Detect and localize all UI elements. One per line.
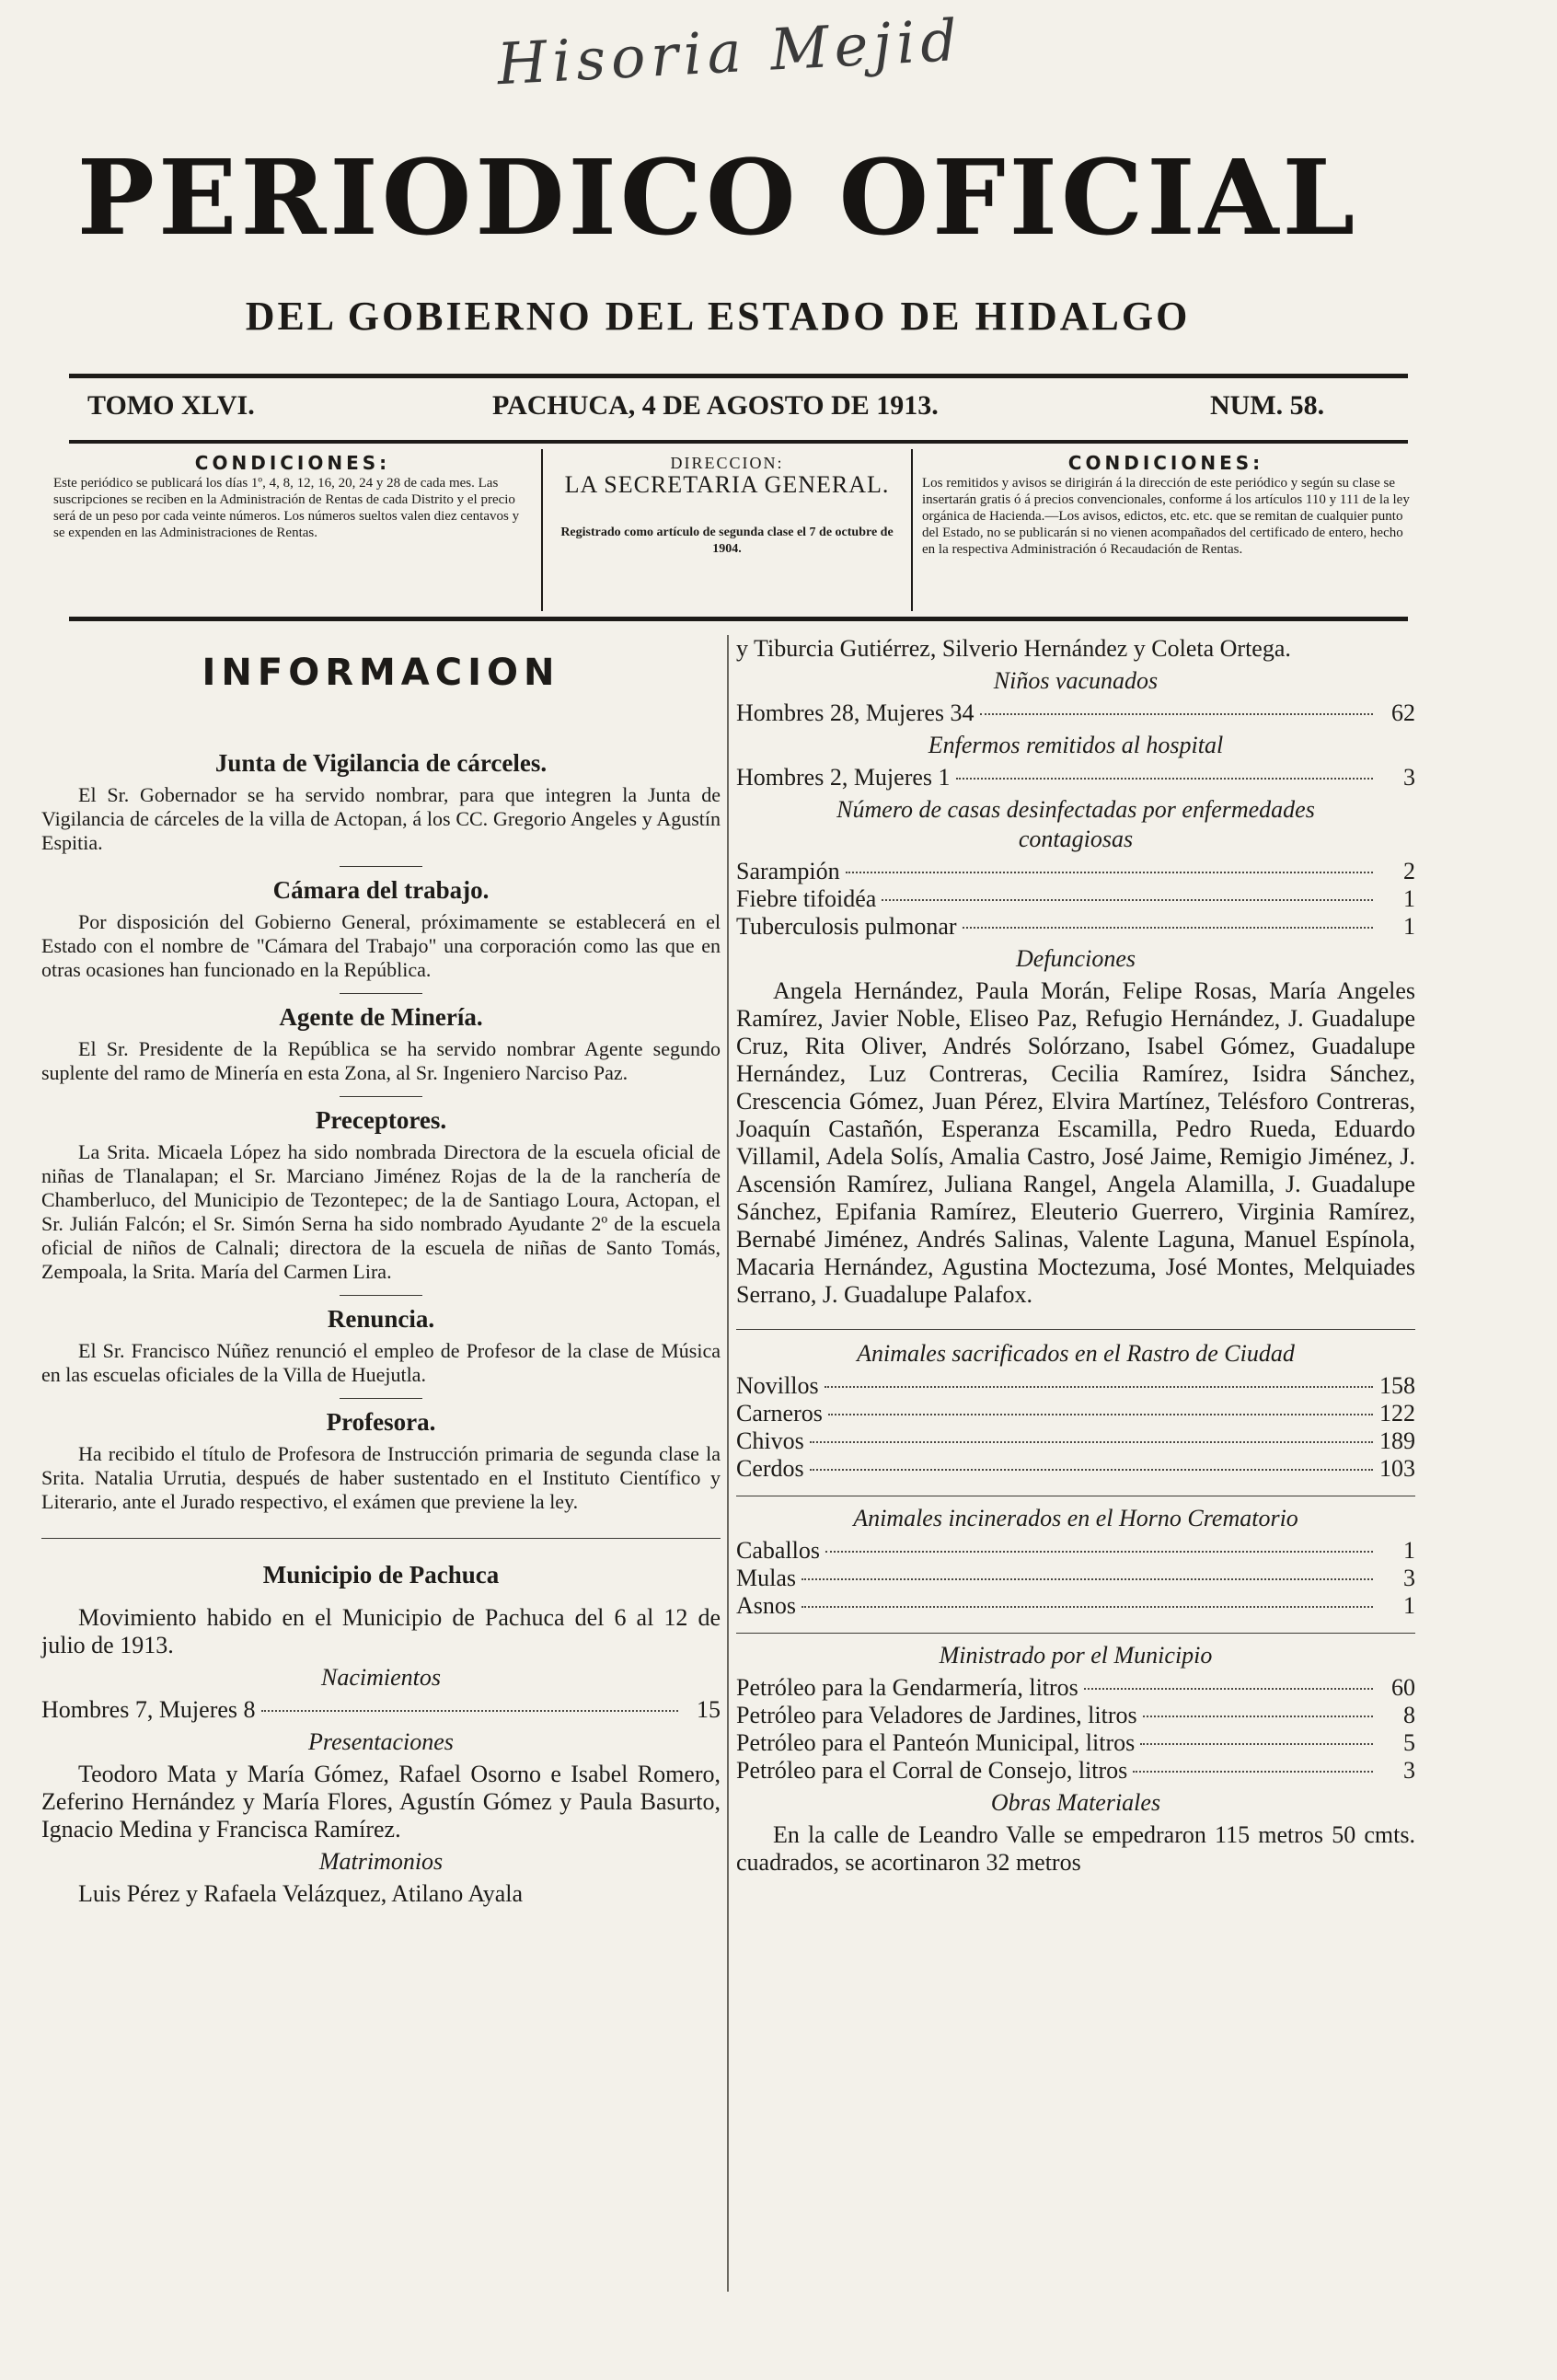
leader-dots xyxy=(810,1469,1373,1471)
section-body: Por disposición del Gobierno General, próximamente se establecerá en el Estado con el nombre de "Cámara del Trabajo" una corporación como las que en otras ocasiones han funcionado en la República. xyxy=(41,910,721,981)
section-divider xyxy=(340,1096,422,1097)
row-label: Petróleo para Veladores de Jardines, litros xyxy=(736,1702,1137,1728)
sacrificados-divider xyxy=(736,1329,1415,1330)
row-label: Fiebre tifoidéa xyxy=(736,885,877,912)
incinerados-row xyxy=(736,1537,1415,1565)
handwritten-note: Hisoria Mejid xyxy=(495,6,964,98)
municipio-title: Municipio de Pachuca xyxy=(262,1561,500,1589)
ministrado-divider xyxy=(736,1633,1415,1634)
row-value: 189 xyxy=(1379,1427,1415,1454)
conditions-left-text: Este periódico se publicará los días 1º, 4, 8, 12, 16, 20, 24 y 28 de cada mes. Las suscripciones se reciben en la Administración de Rentas de cada Distrito y el precio será de un peso por cada veinte números. Los números sueltos valen diez centavos y se expenden en las Administraciones de Rentas. xyxy=(53,476,520,540)
leader-dots xyxy=(810,1441,1373,1443)
row-value: 158 xyxy=(1379,1372,1415,1399)
casas-row xyxy=(736,885,1415,913)
row-value: 3 xyxy=(1403,764,1415,791)
row-label: Sarampión xyxy=(736,858,840,884)
right-column xyxy=(736,635,1415,1877)
casas-row xyxy=(736,858,1415,885)
issue-tomo: TOMO XLVI. xyxy=(87,390,255,421)
vacunados-title: Niños vacunados xyxy=(993,667,1159,694)
incinerados-row xyxy=(736,1565,1415,1592)
incinerados-row xyxy=(736,1592,1415,1620)
municipio-divider xyxy=(41,1538,721,1539)
row-value: 3 xyxy=(1403,1757,1415,1784)
conditions-left-heading: CONDICIONES: xyxy=(194,452,391,474)
row-label: Mulas xyxy=(736,1565,796,1591)
matrimonios-continued: y Tiburcia Gutiérrez, Silverio Hernández y Coleta Ortega. xyxy=(736,635,1291,662)
casas-row xyxy=(736,913,1415,941)
leader-dots xyxy=(882,899,1373,901)
row-value: 1 xyxy=(1403,1537,1415,1564)
leader-dots xyxy=(802,1606,1373,1608)
leader-dots xyxy=(828,1414,1373,1415)
header-rule-top xyxy=(69,374,1408,378)
issue-number: NUM. 58. xyxy=(1210,390,1325,421)
section-body: El Sr. Presidente de la República se ha servido nombrar Agente segundo suplente del ramo de Minería en esta Zona, al Sr. Ingeniero Narciso Paz. xyxy=(41,1037,721,1084)
row-label: Novillos xyxy=(736,1372,819,1399)
sacrificados-row xyxy=(736,1427,1415,1455)
section-body: El Sr. Francisco Núñez renunció el empleo de Profesor de la clase de Música en las escuelas oficiales de la Villa de Huejutla. xyxy=(41,1339,721,1386)
leader-dots xyxy=(963,927,1373,929)
row-value: 8 xyxy=(1403,1702,1415,1728)
nacimientos-row xyxy=(41,1696,721,1724)
leader-dots xyxy=(1140,1743,1373,1745)
ministrado-row xyxy=(736,1757,1415,1785)
issue-place-date: PACHUCA, 4 DE AGOSTO DE 1913. xyxy=(492,390,939,421)
row-label: Petróleo para la Gendarmería, litros xyxy=(736,1674,1078,1701)
issue-infobar xyxy=(87,390,1376,436)
ministrado-row xyxy=(736,1729,1415,1757)
section-title: Renuncia. xyxy=(327,1305,435,1333)
matrimonios-title: Matrimonios xyxy=(318,1848,444,1875)
sacrificados-row xyxy=(736,1372,1415,1400)
vacunados-row xyxy=(736,699,1415,727)
header-rule-mid xyxy=(69,440,1408,444)
leader-dots xyxy=(980,713,1373,715)
municipio-section xyxy=(41,1561,721,1908)
row-value: 60 xyxy=(1391,1674,1415,1701)
row-value: 2 xyxy=(1403,858,1415,884)
section-body: Ha recibido el título de Profesora de Instrucción primaria de segunda clase la Srita. Natalia Urrutia, después de haber sustentado en el Instituto Científico y Literario, ante el Jurado respectivo, el exámen que previene la ley. xyxy=(41,1442,721,1513)
left-column xyxy=(41,635,721,1908)
section-renuncia xyxy=(41,1305,721,1387)
section-title: Junta de Vigilancia de cárceles. xyxy=(214,749,548,777)
section-divider xyxy=(340,1295,422,1296)
row-label: Tuberculosis pulmonar xyxy=(736,913,957,940)
row-label: Hombres 2, Mujeres 1 xyxy=(736,764,951,791)
column-separator xyxy=(727,635,729,2292)
conditions-left xyxy=(53,452,532,609)
section-title: Profesora. xyxy=(326,1408,436,1436)
leader-dots xyxy=(261,1710,678,1712)
conditions-divider-1 xyxy=(541,449,543,611)
presentaciones-title: Presentaciones xyxy=(308,1728,454,1755)
row-label: Caballos xyxy=(736,1537,820,1564)
row-label: Hombres 7, Mujeres 8 xyxy=(41,1696,256,1723)
section-agente xyxy=(41,1003,721,1085)
leader-dots xyxy=(846,872,1373,873)
section-body: El Sr. Gobernador se ha servido nombrar, para que integren la Junta de Vigilancia de cárceles de la villa de Actopan, á los CC. Gregorio Angeles y Agustín Espitia. xyxy=(41,783,721,854)
sacrificados-row xyxy=(736,1455,1415,1483)
ministrado-title: Ministrado por el Municipio xyxy=(939,1642,1213,1669)
masthead-subtitle: DEL GOBIERNO DEL ESTADO DE HIDALGO xyxy=(245,294,1191,339)
section-preceptores xyxy=(41,1106,721,1284)
informacion-heading: INFORMACION xyxy=(202,652,560,694)
row-label: Carneros xyxy=(736,1400,823,1427)
leader-dots xyxy=(802,1578,1373,1580)
row-value: 1 xyxy=(1403,885,1415,912)
row-value: 103 xyxy=(1379,1455,1415,1482)
row-value: 1 xyxy=(1403,913,1415,940)
obras-body: En la calle de Leandro Valle se empedraron 115 metros 50 cmts. cuadrados, se acortinaron 32 metros xyxy=(736,1821,1415,1876)
row-label: Petróleo para el Corral de Consejo, litros xyxy=(736,1757,1128,1784)
section-profesora xyxy=(41,1408,721,1514)
leader-dots xyxy=(956,778,1373,780)
casas-title: Número de casas desinfectadas por enfermedades contagiosas xyxy=(836,796,1315,852)
sacrificados-row xyxy=(736,1400,1415,1427)
defunciones-title: Defunciones xyxy=(1016,945,1136,972)
conditions-right-text: Los remitidos y avisos se dirigirán á la dirección de este periódico y según su clase se insertarán gratis ó á precios convencionales, conforme á los artículos 110 y 111 de la ley orgánica de Hacienda.—Los avisos, edictos, etc. etc. que se remitan de cualquier punto del Estado, no se publicarán si no vienen acompañados del certificado de entero, hecho en la respectiva Administración ó Recaudación de Rentas. xyxy=(922,476,1410,557)
leader-dots xyxy=(1143,1716,1373,1717)
section-title: Agente de Minería. xyxy=(279,1003,483,1031)
ministrado-row xyxy=(736,1674,1415,1702)
row-label: Chivos xyxy=(736,1427,804,1454)
presentaciones-body: Teodoro Mata y María Gómez, Rafael Osorno e Isabel Romero, Zeferino Hernández y María Flores, Agustín Gómez y Paula Basurto, Ignacio Medina y Francisca Ramírez. xyxy=(41,1761,721,1843)
direction-main: LA SECRETARIA GENERAL. xyxy=(564,471,890,498)
section-camara xyxy=(41,876,721,982)
section-divider xyxy=(340,866,422,867)
row-label: Cerdos xyxy=(736,1455,804,1482)
row-value: 62 xyxy=(1391,699,1415,726)
conditions-right-heading: CONDICIONES: xyxy=(1067,452,1264,474)
row-label: Asnos xyxy=(736,1592,797,1619)
leader-dots xyxy=(825,1551,1373,1553)
row-value: 1 xyxy=(1403,1592,1415,1619)
section-title: Cámara del trabajo. xyxy=(272,876,490,904)
obras-title: Obras Materiales xyxy=(990,1789,1161,1816)
direction-box xyxy=(552,455,902,609)
conditions-divider-2 xyxy=(911,449,913,611)
direction-registration: Registrado como artículo de segunda clase el 7 de octubre de 1904. xyxy=(560,526,894,556)
incinerados-title: Animales incinerados en el Horno Crematorio xyxy=(853,1505,1298,1531)
hospital-row xyxy=(736,764,1415,791)
header-rule-bottom xyxy=(69,617,1408,621)
row-label: Hombres 28, Mujeres 34 xyxy=(736,699,975,726)
direction-title: DIRECCION: xyxy=(670,454,784,472)
section-divider xyxy=(340,993,422,994)
section-body: La Srita. Micaela López ha sido nombrada Directora de la escuela oficial de niñas de Tlanalapan; el Sr. Marciano Jiménez Rojas de la de la ranchería de Chamberluco, del Municipio de Tezontepec; de la de Santiago Loura, Actopan, el Sr. Julián Falcón; el Sr. Simón Serna ha sido nombrado Ayudante 2º de la escuela oficial de niños de Calnali; directora de la escuela de niñas de Santo Tomás, Zempoala, la Srita. María del Carmen Lira. xyxy=(41,1140,721,1283)
leader-dots xyxy=(1084,1688,1373,1690)
row-value: 5 xyxy=(1403,1729,1415,1756)
row-value: 15 xyxy=(697,1696,721,1723)
hospital-title: Enfermos remitidos al hospital xyxy=(928,732,1224,758)
section-title: Preceptores. xyxy=(315,1106,447,1134)
conditions-right xyxy=(922,452,1410,609)
row-label: Petróleo para el Panteón Municipal, litros xyxy=(736,1729,1136,1756)
municipio-intro: Movimiento habido en el Municipio de Pachuca del 6 al 12 de julio de 1913. xyxy=(41,1604,721,1658)
leader-dots xyxy=(1133,1771,1373,1773)
defunciones-body: Angela Hernández, Paula Morán, Felipe Rosas, María Angeles Ramírez, Javier Noble, Eliseo Paz, Refugio Hernández, J. Guadalupe Cruz, Rita Oliver, Andrés Solórzano, Isabel Gómez, Guadalupe Hernández, Luz Contreras, Cecilia Ramírez, Isidra Sánchez, Crescencia Gómez, Juan Pérez, Elvira Martínez, Telésforo Contreras, Joaquín Castañón, Esperanza Escamilla, Pedro Rueda, Eduardo Villamil, Adela Solís, Amalia Castro, José Jaime, Remigio Jiménez, J. Ascensión Ramírez, Juliana Rangel, Angela Alamilla, J. Guadalupe Sánchez, Epifania Ramírez, Eleuterio Guerrero, Virginia Ramírez, Bernabé Jiménez, Andrés Salinas, Valente Laguna, Manuel Espínola, Macaria Hernández, Agustina Moctezuma, José Montes, Melquiades Serrano, J. Guadalupe Palafox. xyxy=(736,977,1415,1308)
section-junta xyxy=(41,749,721,855)
sacrificados-title: Animales sacrificados en el Rastro de Ciudad xyxy=(857,1340,1295,1367)
nacimientos-title: Nacimientos xyxy=(321,1664,441,1691)
leader-dots xyxy=(825,1386,1373,1388)
row-value: 3 xyxy=(1403,1565,1415,1591)
masthead-title: PERIODICO OFICIAL xyxy=(76,138,1359,259)
section-divider xyxy=(340,1398,422,1399)
row-value: 122 xyxy=(1379,1400,1415,1427)
ministrado-row xyxy=(736,1702,1415,1729)
matrimonios-body: Luis Pérez y Rafaela Velázquez, Atilano Ayala xyxy=(78,1880,524,1907)
